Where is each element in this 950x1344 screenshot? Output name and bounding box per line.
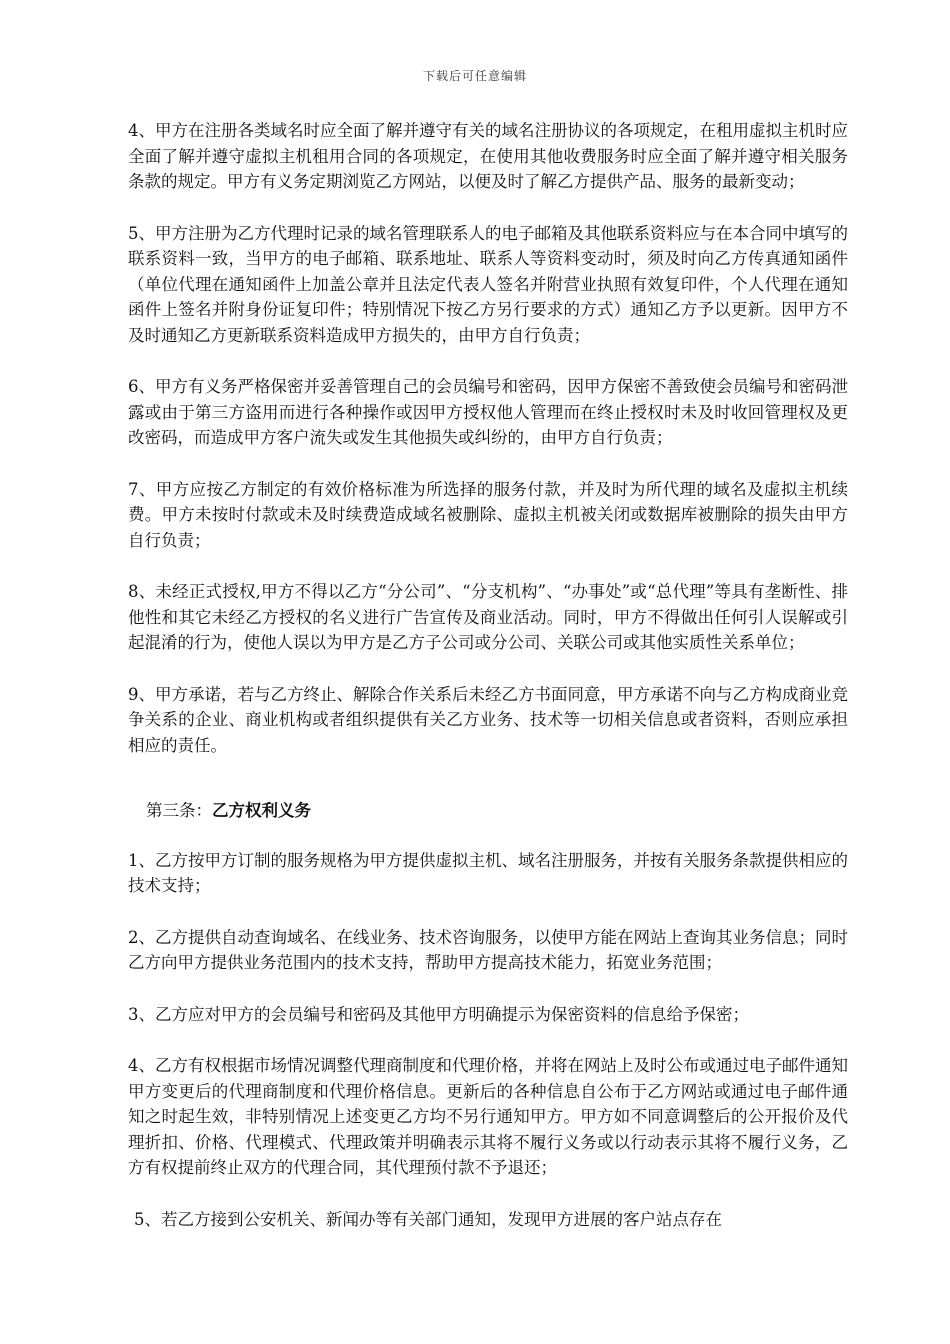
- section-3-title: 乙方权利义务: [212, 801, 311, 820]
- party-a-clause-8: 8、未经正式授权,甲方不得以乙方“分公司”、“分支机构”、“办事处”或“总代理”等具有垄断性、排他性和其它未经乙方授权的名义进行广告宣传及商业活动。同时，甲方不得做出任何引人误解或引起混淆的行为，使他人误以为甲方是乙方子公司或分公司、关联公司或其他实质性关系单位；: [128, 582, 848, 652]
- party-a-clause-4: 4、甲方在注册各类域名时应全面了解并遵守有关的域名注册协议的各项规定，在租用虚拟主机时应全面了解并遵守虚拟主机租用合同的各项规定，在使用其他收费服务时应全面了解并遵守相关服务条款的规定。甲方有义务定期浏览乙方网站，以便及时了解乙方提供产品、服务的最新变动；: [128, 121, 848, 191]
- party-a-clause-5: 5、甲方注册为乙方代理时记录的域名管理联系人的电子邮箱及其他联系资料应与在本合同中填写的联系资料一致，当甲方的电子邮箱、联系地址、联系人等资料变动时，须及时向乙方传真通知函件（单位代理在通知函件上加盖公章并且法定代表人签名并附营业执照有效复印件，个人代理在通知函件上签名并附身份证复印件；特别情况下按乙方另行要求的方式）通知乙方予以更新。因甲方不及时通知乙方更新联系资料造成甲方损失的，由甲方自行负责；: [128, 223, 848, 345]
- party-b-clause-5: 5、若乙方接到公安机关、新闻办等有关部门通知，发现甲方进展的客户站点存在: [134, 1209, 722, 1229]
- document-body: [128, 118, 848, 1258]
- party-b-clause-2: 2、乙方提供自动查询域名、在线业务、技术咨询服务，以使甲方能在网站上查询其业务信息；同时乙方向甲方提供业务范围内的技术支持，帮助甲方提高技术能力，拓宽业务范围；: [128, 927, 848, 972]
- party-a-clause-7: 7、甲方应按乙方制定的有效价格标准为所选择的服务付款，并及时为所代理的域名及虚拟主机续费。甲方未按时付款或未及时续费造成域名被删除、虚拟主机被关闭或数据库被删除的损失由甲方自行负责；: [128, 479, 848, 550]
- section-3-label: 第三条：: [146, 801, 212, 820]
- party-a-clause-9: 9、甲方承诺，若与乙方终止、解除合作关系后未经乙方书面同意，甲方承诺不向与乙方构成商业竞争关系的企业、商业机构或者组织提供有关乙方业务、技术等一切相关信息或者资料，否则应承担相应的责任。: [128, 684, 848, 755]
- party-b-clause-4: 4、乙方有权根据市场情况调整代理商制度和代理价格，并将在网站上及时公布或通过电子邮件通知甲方变更后的代理商制度和代理价格信息。更新后的各种信息自公布于乙方网站或通过电子邮件通知之时起生效，非特别情况上述变更乙方均不另行通知甲方。甲方如不同意调整后的公开报价及代理折扣、价格、代理模式、代理政策并明确表示其将不履行义务或以行动表示其将不履行义务，乙方有权提前终止双方的代理合同，其代理预付款不予退还；: [128, 1056, 848, 1177]
- page-header: 下载后可任意编辑: [422, 69, 527, 83]
- party-b-clause-3: 3、乙方应对甲方的会员编号和密码及其他甲方明确提示为保密资料的信息给予保密；: [128, 1004, 749, 1024]
- party-b-clause-1: 1、乙方按甲方订制的服务规格为甲方提供虚拟主机、域名注册服务，并按有关服务条款提供相应的技术支持；: [128, 850, 848, 895]
- party-a-clause-6: 6、甲方有义务严格保密并妥善管理自己的会员编号和密码，因甲方保密不善致使会员编号和密码泄露或由于第三方盗用而进行各种操作或因甲方授权他人管理而在终止授权时未及时收回管理权及更改密码，而造成甲方客户流失或发生其他损失或纠纷的，由甲方自行负责；: [128, 377, 848, 447]
- section-3-heading: [146, 798, 848, 824]
